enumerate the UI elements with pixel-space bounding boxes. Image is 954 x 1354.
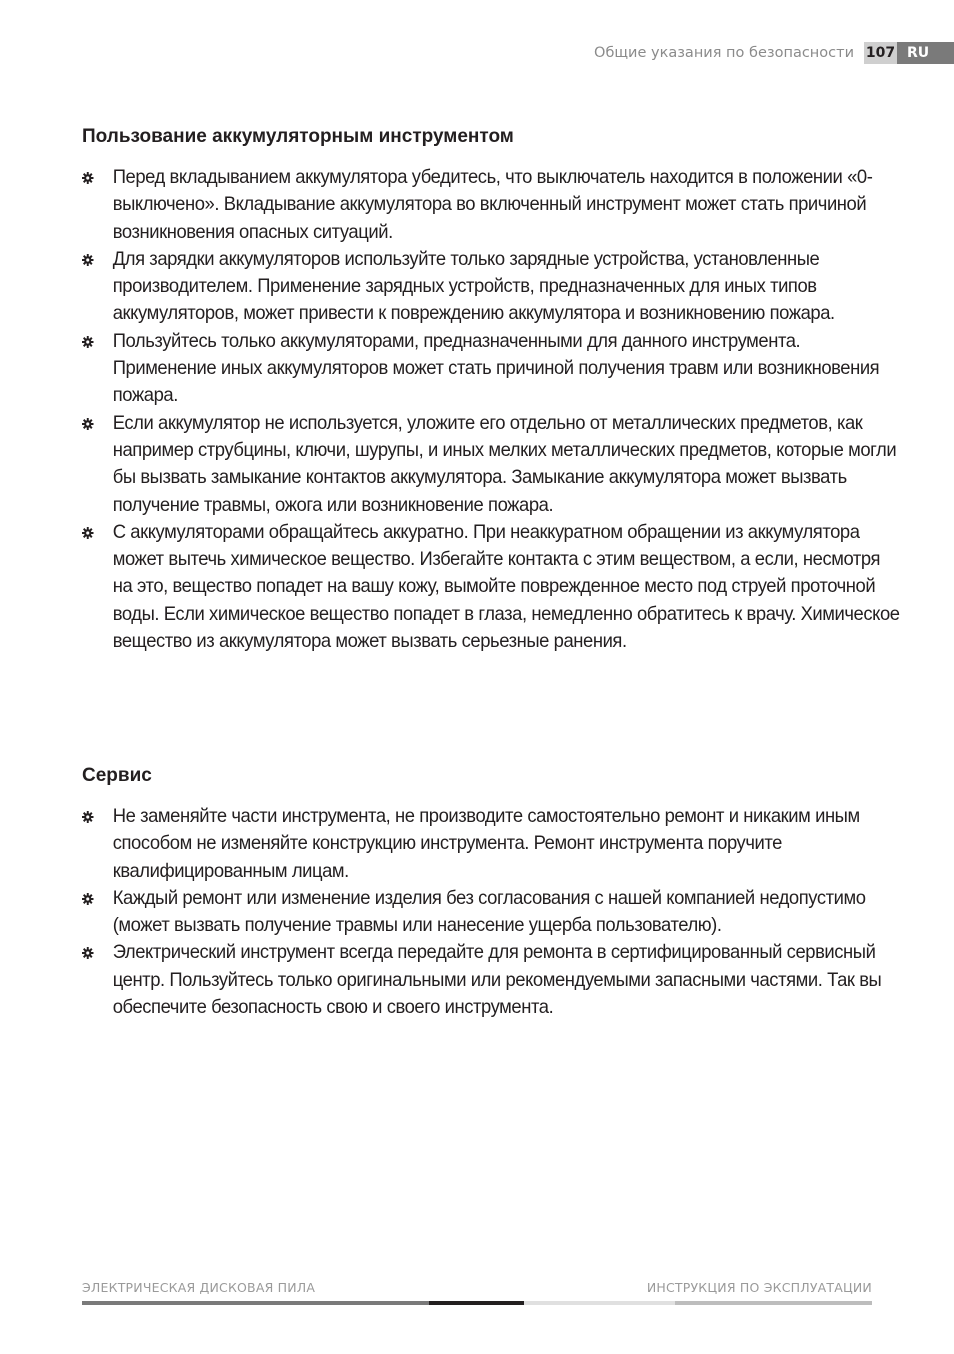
battery-tool-rules-list (82, 164, 900, 655)
footer-document-type: ИНСТРУКЦИЯ ПО ЭКСПЛУАТАЦИИ (646, 1280, 872, 1295)
list-item-text: Каждый ремонт или изменение изделия без согласования с нашей компанией недопустимо (может вызвать получение травмы или нанесение ущерба пользователю). (112, 887, 866, 937)
list-item-text: Если аккумулятор не используется, уложите его отдельно от металлических предметов, как например струбцины, ключи, шурупы, и иных мелких металлических предметов, которые могли бы вызвать замыкание контактов аккумулятора. Замыкание аккумулятора может вызвать получение травмы, ожога или возникновение пожара. (112, 412, 897, 516)
list-item-text: Не заменяйте части инструмента, не производите самостоятельно ремонт и никаким иным способом не изменяйте конструкцию инструмента. Ремонт инструмента поручите квалифицированным лицам. (112, 806, 860, 882)
section-heading-battery-tool: Пользование аккумуляторным инструментом (82, 126, 514, 147)
list-item (82, 246, 900, 328)
list-item-text: Электрический инструмент всегда передайте для ремонта в сертифицированный сервисный центр. Пользуйтесь только оригинальными или рекомендуемыми запасными частями. Так вы обеспечите безопасность свою и своего инструмента. (112, 942, 882, 1019)
footer-bar-right (675, 1301, 872, 1305)
running-header-title: Общие указания по безопасности (594, 45, 854, 61)
list-item-text: Пользуйтесь только аккумуляторами, предназначенными для данного инструмента. Применение иных аккумуляторов может стать причиной получения травм или возникновения пожара. (112, 330, 880, 407)
footer-bar-right-light (524, 1301, 675, 1305)
page-number: 107 (864, 42, 897, 64)
language-tab: RU (897, 42, 954, 64)
gear-bullet-icon (82, 172, 94, 184)
list-item (82, 410, 900, 519)
gear-bullet-icon (82, 527, 94, 539)
gear-bullet-icon (82, 947, 94, 959)
list-item-text: Перед вкладыванием аккумулятора убедитесь, что выключатель находится в положении «0-выключено». Вкладывание аккумулятора во включенный инструмент может стать причиной возникновения опасных ситуаций. (112, 167, 873, 243)
list-item (82, 939, 900, 1021)
list-item (82, 885, 900, 940)
gear-bullet-icon (82, 811, 94, 823)
footer-product-name: ЭЛЕКТРИЧЕСКАЯ ДИСКОВАЯ ПИЛА (82, 1280, 316, 1295)
gear-bullet-icon (82, 254, 94, 266)
service-rules-list (82, 803, 882, 1021)
gear-bullet-icon (82, 336, 94, 348)
list-item (82, 164, 900, 246)
footer-bar-left (82, 1301, 429, 1305)
section-heading-service: Сервис (82, 765, 152, 786)
list-item-text: Для зарядки аккумуляторов используйте только зарядные устройства, установленные производителем. Применение зарядных устройств, предназначенных для иных типов аккумуляторов, может привести к повреждению аккумулятора и возникновению пожара. (112, 248, 835, 325)
gear-bullet-icon (82, 893, 94, 905)
list-item-text: С аккумуляторами обращайтесь аккуратно. При неаккуратном обращении из аккумулятора может вытечь химическое вещество. Избегайте контакта с этим веществом, а если, несмотря на это, вещество попадет на вашу кожу, вымойте поврежденное место под струей проточной воды. Если химическое вещество попадет в глаза, немедленно обратитесь к врачу. Химическое вещество из аккумулятора может вызвать серьезные ранения. (112, 521, 900, 653)
footer-bar-center (429, 1301, 524, 1305)
gear-bullet-icon (82, 418, 94, 430)
list-item (82, 328, 900, 410)
list-item (82, 803, 900, 885)
list-item (82, 519, 900, 655)
